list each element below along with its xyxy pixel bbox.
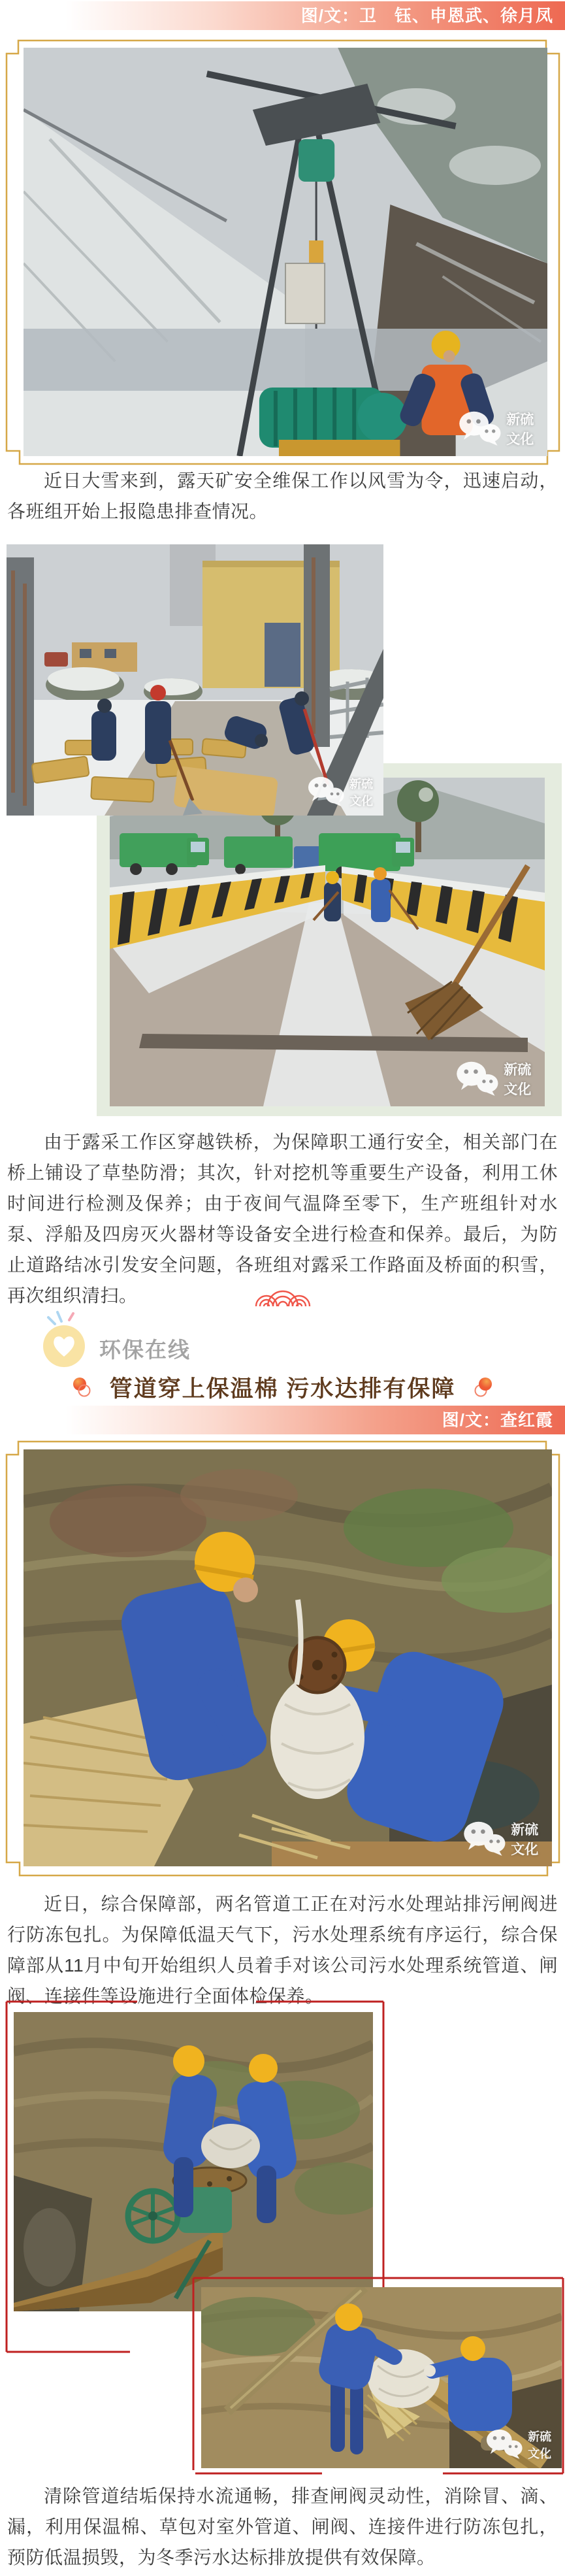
photo-bridge-sweeping[interactable] [110,778,545,1106]
section-divider [0,1278,565,1307]
credit-banner-2 [65,1406,565,1434]
wechat-watermark [307,775,376,809]
photo-pipe-straw-wrap[interactable] [201,2287,562,2468]
title-ornament-icon [72,1377,91,1398]
wechat-logo-icon [307,776,345,808]
article2-title: 管道穿上保温棉 污水达排有保障 [109,1376,456,1402]
wechat-watermark [485,2428,554,2462]
heart-badge-icon [37,1310,102,1368]
watermark-text: 新硫文化 [528,2430,552,2460]
article2-title-row [0,1371,565,1404]
wechat-logo-icon [462,1821,506,1857]
paragraph-4: 清除管道结垢保持水流通畅，排查闸阀灵动性，消除冒、滴、漏，利用保温棉、草包对室外管道、闸阀、连接件进行防冻包扎，预防低温损毁，为冬季污水达标排放提供有效保障。 [7,2486,558,2568]
paragraph-3: 近日，综合保障部，两名管道工正在对污水处理站排污闸阀进行防冻包扎。为保障低温天气下，污水处理系统有序运行，综合保障部从11月中旬开始组织人员着手对该公司污水处理系统管道、闸阀、连接件等设施进行全面体检保养。 [7,1894,558,2006]
watermark-text: 新硫文化 [506,412,534,447]
wechat-watermark [458,409,537,448]
wechat-logo-icon [485,2428,523,2460]
title-ornament-icon [474,1377,493,1398]
watermark-text: 新硫文化 [504,1063,532,1097]
photo1-graphic [24,48,547,456]
wechat-watermark [455,1059,534,1098]
credit-text-1: 图/文：卫 钰、申恩武、徐月凤 [300,6,553,25]
section-badge [37,1310,102,1368]
credit-text-2: 图/文：查红霞 [442,1410,553,1430]
photo4-graphic [24,1449,552,1866]
watermark-text: 新硫文化 [349,778,374,808]
credit-banner-1 [65,1,565,30]
wechat-logo-icon [458,410,502,447]
wechat-watermark [462,1819,541,1858]
photo-pipe-valve-inspection[interactable] [14,2012,373,2311]
paragraph-1: 近日大雪来到，露天矿安全维保工作以风雪为令，迅速启动，各班组开始上报隐患排查情况。 [7,471,558,521]
photo-snowy-mine-hoist[interactable] [24,48,547,456]
section-label: 环保在线 [99,1338,191,1362]
photo-straw-mats-snow[interactable] [7,544,383,816]
watermark-text: 新硫文化 [511,1823,539,1857]
photo5-graphic [14,2012,373,2311]
auspicious-clouds-icon [255,1278,311,1307]
paragraph-2: 由于露采工作区穿越铁桥，为保障职工通行安全，相关部门在桥上铺设了草垫防滑；其次，针对挖机等重要生产设备，利用工休时间进行检测及保养；由于夜间气温降至零下，生产班组针对水泵、浮船及四房灭火器材等设备安全进行检查和保养。最后，为防止道路结冰引发安全问题，各班组对露采工作路面及桥面的积雪，再次组织清扫。 [7,1132,558,1306]
wechat-logo-icon [455,1061,499,1097]
photo3-graphic [110,778,545,1106]
photo-valve-insulation-wrap[interactable] [24,1449,552,1866]
